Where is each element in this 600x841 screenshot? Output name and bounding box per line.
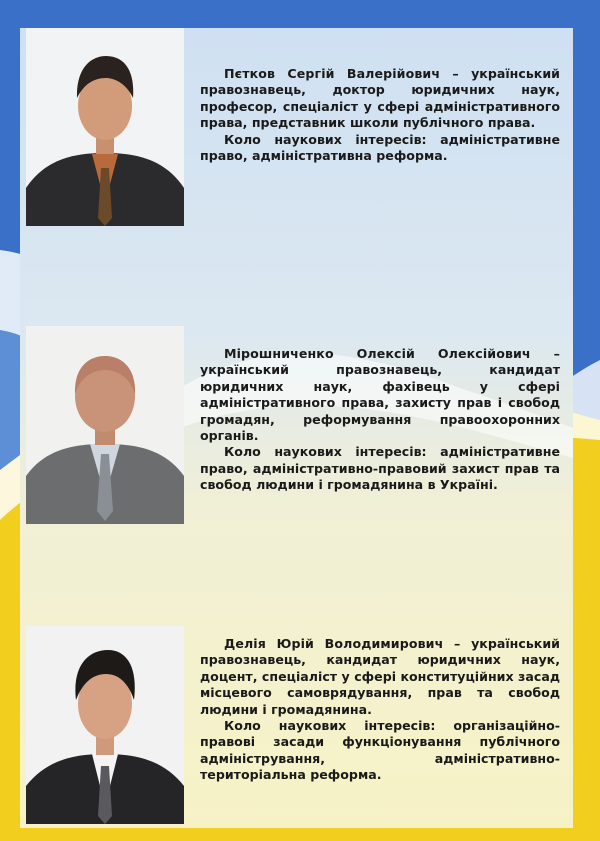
person-description: український правознавець, кандидат юридичних наук, фахівець у сфері адміністративного права, захисту прав і свобод громадян, реформування правоохоронних органів. xyxy=(200,362,560,444)
person-description: український правознавець, доктор юридичних наук, професор, спеціаліст у сфері адміністративного права, представник школи публічного права. xyxy=(200,66,560,131)
person-name: Пєтков Сергій Валерійович – xyxy=(224,66,459,81)
portrait-photo-3 xyxy=(26,626,184,824)
research-interests: Коло наукових інтересів: організаційно-правові засади функціонування публічного адміністрування, адміністративно-територіальна реформа. xyxy=(200,718,560,783)
portrait-photo-2 xyxy=(26,326,184,524)
person-name: Мірошниченко Олексій Олексійович – xyxy=(224,346,560,361)
portrait-photo-1 xyxy=(26,28,184,226)
research-interests: Коло наукових інтересів: адміністративне право, адміністративно-правовий захист прав та свобод людини і громадянина в Україні. xyxy=(200,444,560,493)
bio-paragraph xyxy=(200,346,560,444)
person-description: український правознавець, кандидат юридичних наук, доцент, спеціаліст у сфері конституційних засад місцевого самоврядування, прав та свобод людини і громадянина. xyxy=(200,636,560,717)
research-interests: Коло наукових інтересів: адміністративне право, адміністративна реформа. xyxy=(200,131,560,164)
bio-entry-2 xyxy=(200,346,560,494)
bio-entry-1 xyxy=(200,66,560,164)
bio-entry-3 xyxy=(200,636,560,784)
bio-paragraph xyxy=(200,66,560,132)
person-name: Делія Юрій Володимирович – xyxy=(224,636,461,651)
bio-paragraph xyxy=(200,636,560,718)
